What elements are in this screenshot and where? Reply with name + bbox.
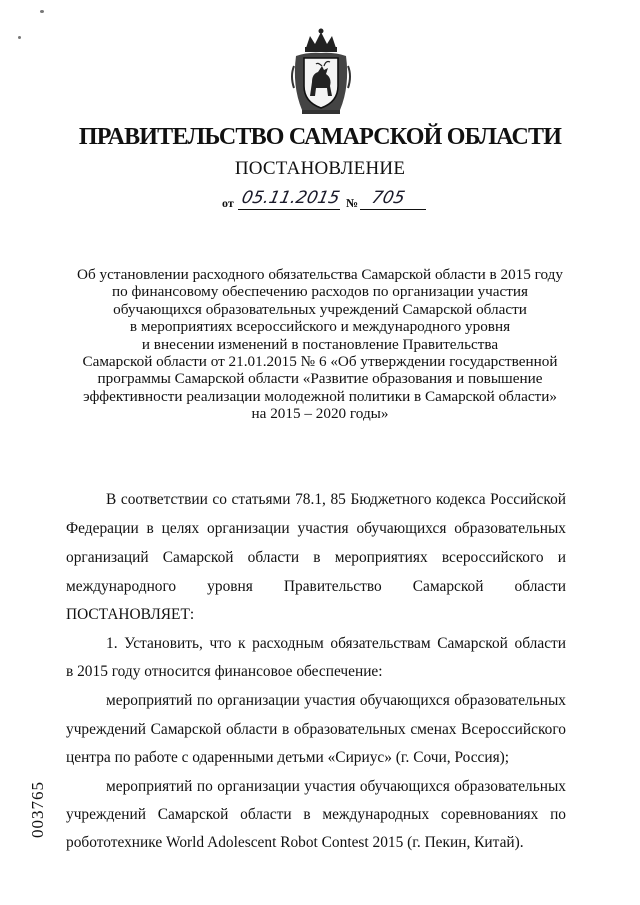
date-prefix: от (222, 196, 234, 210)
title-line: по финансовому обеспечению расходов по организации участия (111, 283, 529, 301)
date-underline (238, 209, 340, 210)
title-line: программы Самарской области «Развитие образования и повышение (97, 370, 543, 388)
body-line: 1. Установить, что к расходным обязательствам Самарской области (106, 635, 566, 652)
title-line: эффективности реализации молодежной политики в Самарской области» (83, 387, 557, 405)
title-line: Об установлении расходного обязательства Самарской области в 2015 году (77, 266, 563, 283)
scan-speck (40, 10, 44, 13)
title-line: Самарской области от 21.01.2015 № 6 «Об утверждении государственной (82, 353, 558, 371)
body-line: робототехнике World Adolescent Robot Contest 2015 (г. Пекин, Китай). (66, 834, 524, 851)
title-line: на 2015 – 2020 годы» (251, 405, 389, 423)
body-line: Федерации в целях организации участия обучающихся образовательных (66, 520, 566, 537)
number-underline (360, 209, 426, 210)
date-value: 05.11.2015 (239, 188, 342, 208)
title-line: и внесении изменений в постановление Правительства (141, 335, 499, 353)
number-value: 705 (369, 188, 407, 208)
registration-stamp (28, 772, 48, 842)
scan-speck (18, 36, 21, 39)
number-prefix: № (346, 196, 359, 210)
body-line: мероприятий по организации участия обучающихся образовательных (106, 778, 566, 795)
registration-number: 003765 (28, 781, 47, 838)
body-line: центра по работе с одаренными детьми «Сириус» (г. Сочи, Россия); (66, 749, 510, 766)
body-line: учреждений Самарской области в международных соревнованиях по (66, 806, 566, 823)
body-line: международного уровня Правительство Самарской области (66, 578, 566, 595)
resolution-title (40, 266, 600, 423)
title-line: в мероприятиях всероссийского и международного уровня (129, 318, 511, 336)
date-number-line (222, 188, 442, 214)
document-type: ПОСТАНОВЛЕНИЕ (234, 158, 406, 179)
body-line: В соответствии со статьями 78.1, 85 Бюджетного кодекса Российской (106, 491, 566, 508)
body-line: учреждений Самарской области в образовательных сменах Всероссийского (66, 721, 566, 738)
coat-of-arms-emblem (288, 26, 354, 118)
government-title: ПРАВИТЕЛЬСТВО САМАРСКОЙ ОБЛАСТИ (78, 124, 562, 150)
body-line: в 2015 году относится финансовое обеспечение: (66, 663, 383, 680)
body-line: ПОСТАНОВЛЯЕТ: (66, 606, 195, 623)
body-line: мероприятий по организации участия обучающихся образовательных (106, 692, 566, 709)
title-line: обучающихся образовательных учреждений Самарской области (113, 300, 527, 318)
resolution-body (66, 486, 566, 851)
body-line: организаций Самарской области в мероприятиях всероссийского и (66, 549, 566, 566)
